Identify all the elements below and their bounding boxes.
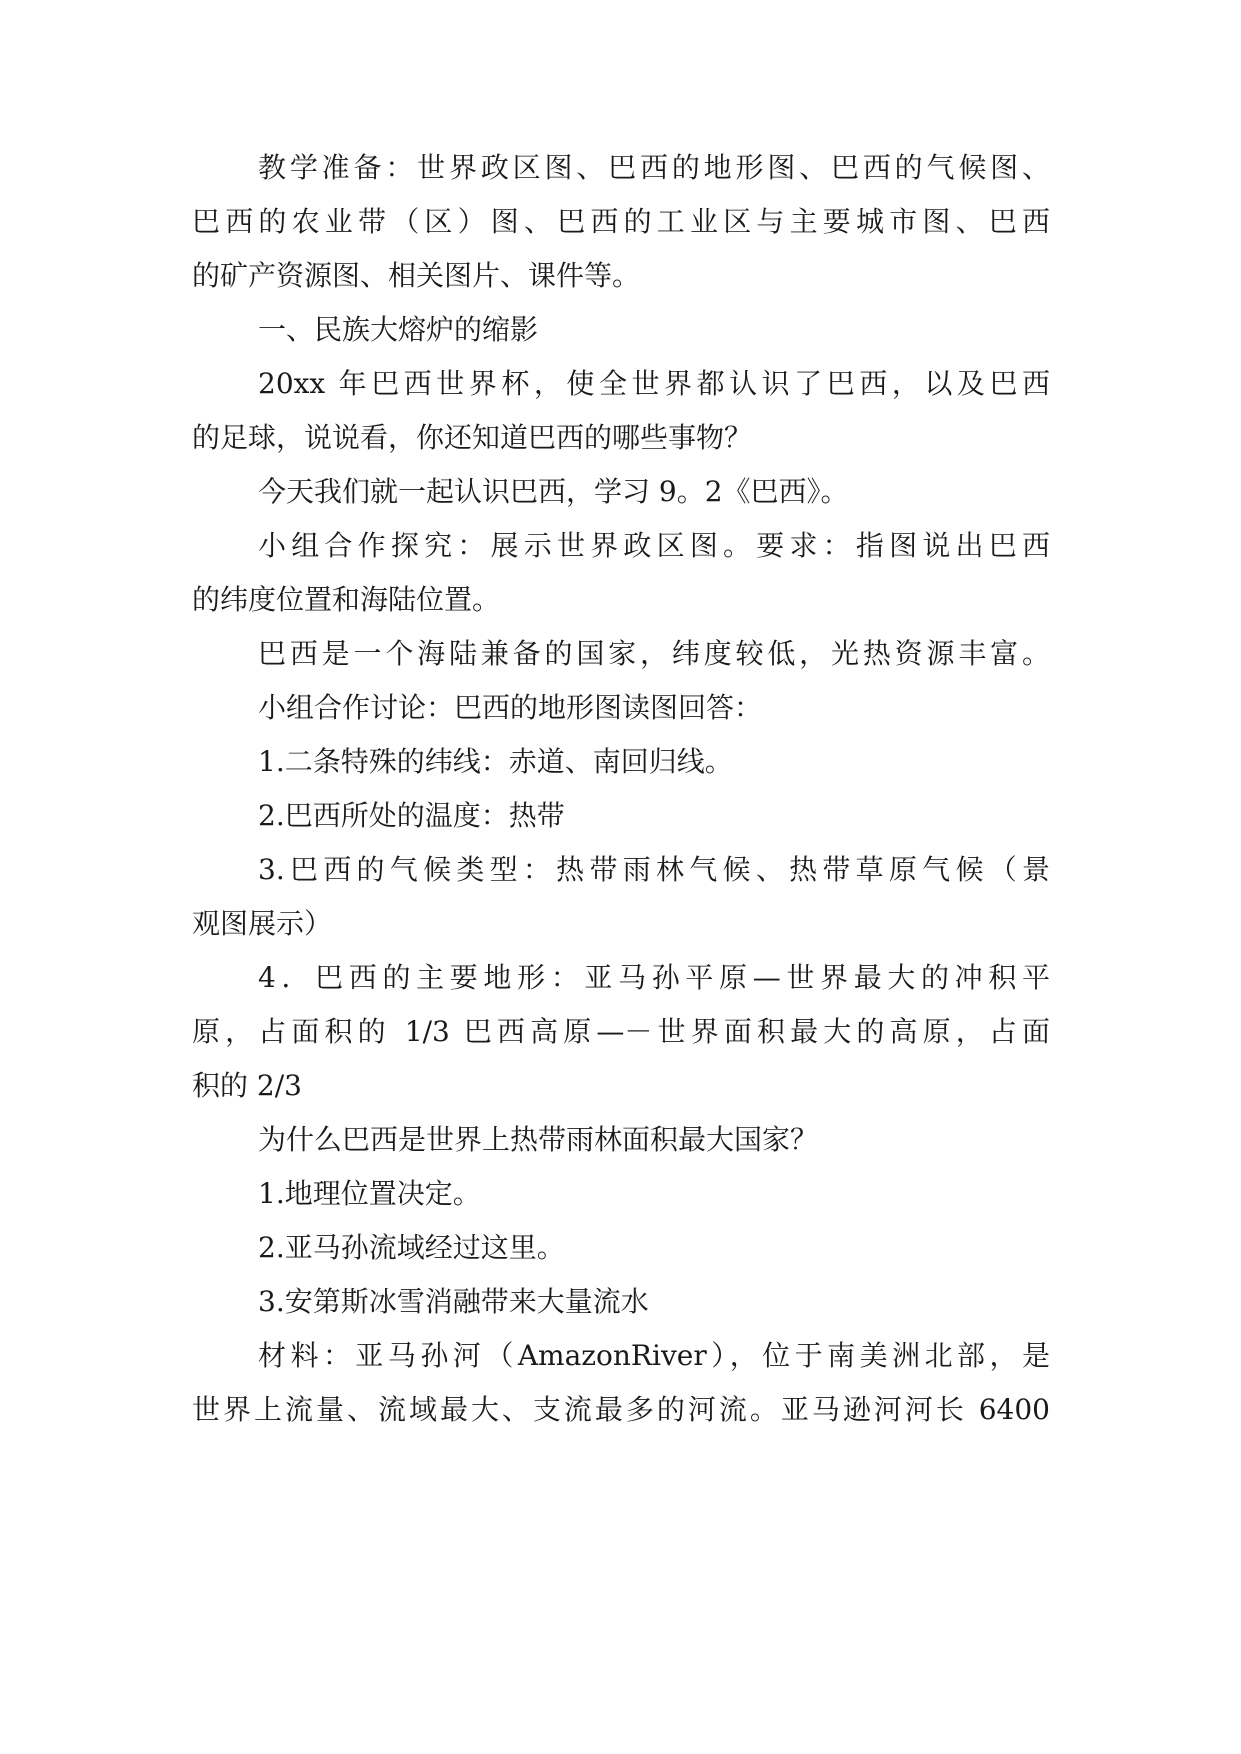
text-line: 世界上流量、流域最大、支流最多的河流。亚马逊河河长 6400 xyxy=(192,1393,1050,1426)
text-line: 今天我们就一起认识巴西，学习 9。2《巴西》。 xyxy=(258,475,849,508)
text-line: 为什么巴西是世界上热带雨林面积最大国家？ xyxy=(258,1123,819,1156)
list-item: 3.安第斯冰雪消融带来大量流水 xyxy=(258,1285,649,1318)
list-item: 2.巴西所处的温度：热带 xyxy=(258,799,565,832)
list-item: 3.巴西的气候类型：热带雨林气候、热带草原气候（景 xyxy=(258,853,1050,886)
text-line: 小组合作讨论：巴西的地形图读图回答： xyxy=(258,691,763,724)
text-line: 20xx 年巴西世界杯，使全世界都认识了巴西，以及巴西 xyxy=(258,367,1050,400)
list-item: 2.亚马孙流域经过这里。 xyxy=(258,1231,565,1264)
text-line: 小组合作探究：展示世界政区图。要求：指图说出巴西 xyxy=(258,529,1050,562)
section-heading: 一、民族大熔炉的缩影 xyxy=(258,313,539,346)
text-line: 的足球，说说看，你还知道巴西的哪些事物？ xyxy=(192,421,753,454)
text-line: 巴西的农业带（区）图、巴西的工业区与主要城市图、巴西 xyxy=(192,205,1050,238)
text-line: 教学准备：世界政区图、巴西的地形图、巴西的气候图、 xyxy=(258,151,1050,184)
text-line: 的纬度位置和海陆位置。 xyxy=(192,583,501,616)
text-line: 材料：亚马孙河（AmazonRiver），位于南美洲北部，是 xyxy=(258,1339,1050,1372)
text-line: 原，占面积的 1/3 巴西高原—－世界面积最大的高原，占面 xyxy=(192,1015,1050,1048)
text-line: 的矿产资源图、相关图片、课件等。 xyxy=(192,259,641,292)
text-line: 积的 2/3 xyxy=(192,1069,302,1102)
list-item: 1.地理位置决定。 xyxy=(258,1177,481,1210)
text-line: 观图展示） xyxy=(192,907,333,940)
text-line: 巴西是一个海陆兼备的国家，纬度较低，光热资源丰富。 xyxy=(258,637,1050,670)
list-item: 1.二条特殊的纬线：赤道、南回归线。 xyxy=(258,745,733,778)
list-item: 4．巴西的主要地形：亚马孙平原—世界最大的冲积平 xyxy=(258,961,1050,994)
